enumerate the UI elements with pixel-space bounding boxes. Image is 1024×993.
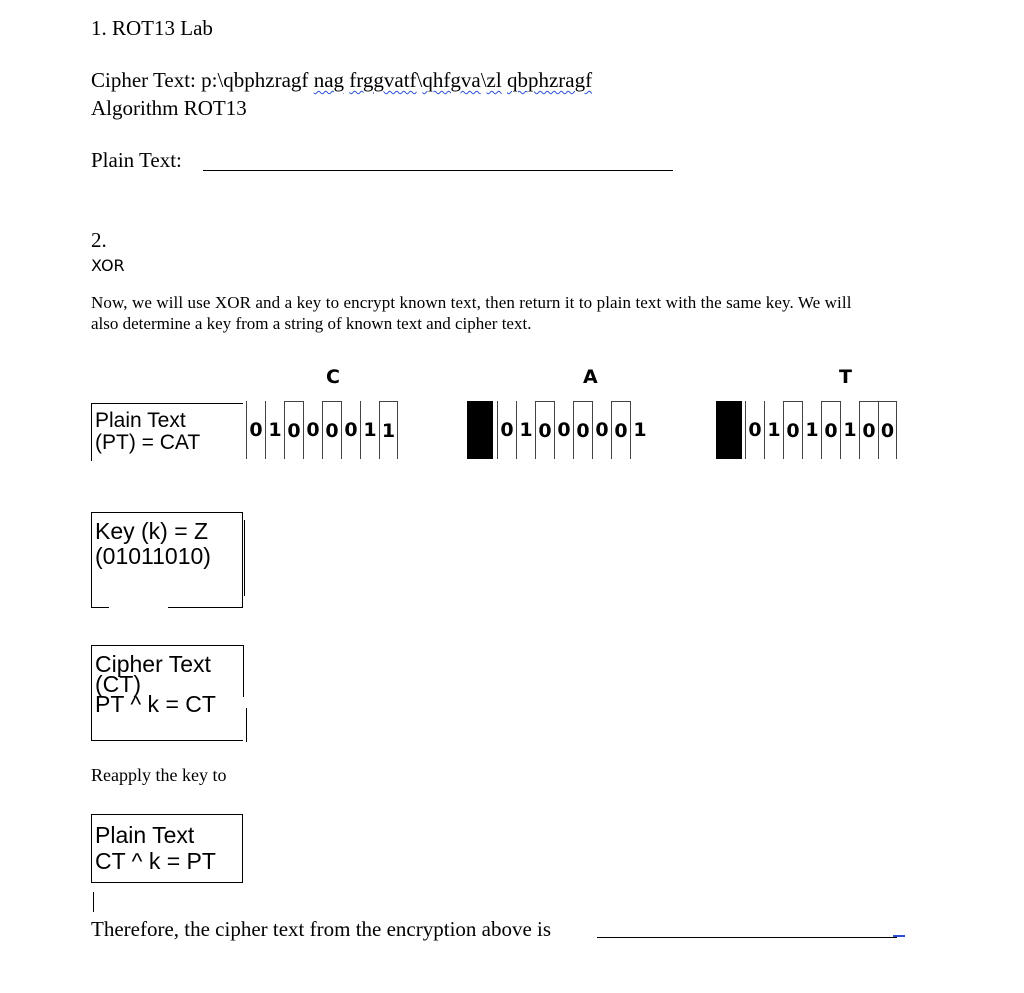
key-line1: Key (k) = Z <box>95 518 209 544</box>
bit-cell: 1 <box>630 401 649 459</box>
bit-cell: 1 <box>379 401 398 459</box>
intro-line-1: Now, we will use XOR and a key to encrypt known text, then return it to plain text with the same key. We will <box>91 293 852 312</box>
pt-label-line2: (PT) = CAT <box>95 431 201 454</box>
plain-text-label-cell <box>91 403 243 461</box>
algorithm-label: Algorithm ROT13 <box>91 96 247 120</box>
ct-cell-right-top <box>243 645 244 697</box>
reapply-text: Reapply the key to <box>91 765 227 785</box>
key-cell-bottom-right <box>168 607 243 608</box>
ct-cell-right-bottom <box>246 708 247 742</box>
cipher-text-cell <box>91 645 243 741</box>
key-cell-bottom-left <box>91 607 109 608</box>
byte-a <box>497 401 649 459</box>
cipher-word: frggvatf <box>349 68 417 92</box>
bit-cell: 0 <box>878 401 897 459</box>
bit-cell: 0 <box>303 401 322 459</box>
bit-cell: 0 <box>592 401 611 459</box>
bit-cell: 1 <box>802 401 821 459</box>
plain-text-answer-line[interactable] <box>203 170 673 171</box>
bit-cell: 1 <box>840 401 859 459</box>
bit-cell: 1 <box>360 401 379 459</box>
key-line2: (01011010) <box>95 543 211 569</box>
grammar-mark <box>893 935 905 937</box>
bit-cell: 0 <box>535 401 554 459</box>
plain-text-label: Plain Text: <box>91 148 182 172</box>
intro-line-2: also determine a key from a string of known text and cipher text. <box>91 314 532 333</box>
ct-line1: Cipher Text <box>95 651 211 677</box>
ct-line2: (CT) <box>95 671 141 697</box>
bit-cell: 0 <box>611 401 630 459</box>
section-1-heading: 1. ROT13 Lab <box>91 16 213 40</box>
plain-text-cell-2 <box>91 814 243 883</box>
bit-cell: 0 <box>573 401 592 459</box>
bit-cell: 0 <box>322 401 341 459</box>
conclusion-text: Therefore, the cipher text from the encryption above is <box>91 917 552 941</box>
bit-cell: 0 <box>821 401 840 459</box>
pt-label-line1: Plain Text <box>95 409 186 432</box>
pt2-line1: Plain Text <box>95 822 195 848</box>
bit-cell: 0 <box>284 401 303 459</box>
bit-cell: 0 <box>246 401 265 459</box>
bit-cell: 0 <box>341 401 360 459</box>
cipher-word: qbphzragf <box>223 68 309 92</box>
conclusion-answer-line[interactable] <box>597 937 897 938</box>
bit-cell: 0 <box>859 401 878 459</box>
bit-cell: 1 <box>516 401 535 459</box>
cipher-text-line <box>91 68 592 93</box>
letter-header-c: C <box>326 366 340 388</box>
cipher-word: qhfgva <box>422 68 481 92</box>
section-2-number: 2. <box>91 228 107 252</box>
bit-cell: 0 <box>745 401 764 459</box>
cipher-word: nag <box>313 68 345 92</box>
bit-cell: 0 <box>497 401 516 459</box>
byte-separator <box>716 401 742 459</box>
cipher-word: qbphzragf <box>506 68 593 92</box>
byte-separator <box>467 401 493 459</box>
key-cell <box>91 512 243 608</box>
section-2-title: XOR <box>91 256 125 275</box>
letter-header-a: A <box>583 366 598 388</box>
text-cursor <box>93 892 94 912</box>
letter-header-t: T <box>839 366 852 388</box>
byte-t <box>745 401 897 459</box>
cipher-label: Cipher Text: p:\ <box>91 68 224 92</box>
cipher-backslash: \ <box>480 68 487 92</box>
bit-cell: 1 <box>265 401 284 459</box>
key-cell-divider <box>244 520 245 596</box>
ct-line3: PT ^ k = CT <box>95 691 216 717</box>
byte-c <box>246 401 398 459</box>
bit-cell: 1 <box>764 401 783 459</box>
bit-cell: 0 <box>783 401 802 459</box>
ct-cell-bottom <box>91 740 243 741</box>
cipher-backslash: \ <box>416 68 423 92</box>
cipher-word: zl <box>486 68 502 92</box>
pt2-line2: CT ^ k = PT <box>95 848 216 874</box>
bit-cell: 0 <box>554 401 573 459</box>
